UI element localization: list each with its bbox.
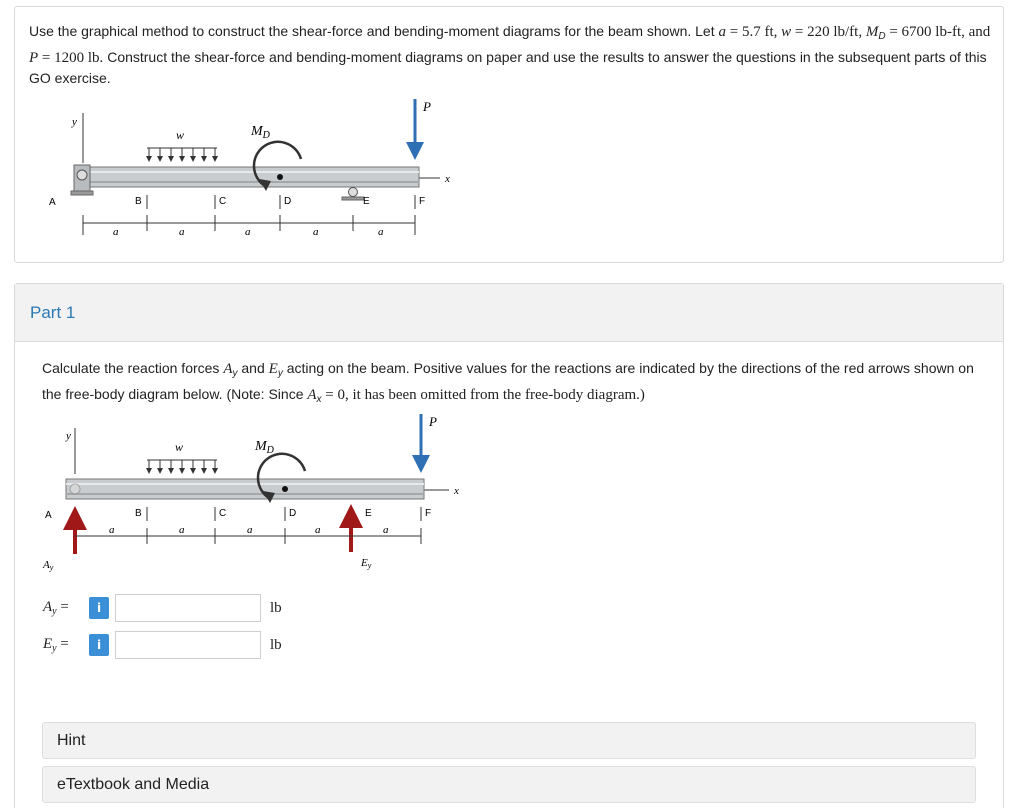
- ey-unit: lb: [270, 636, 282, 653]
- reaction-ey-label: Ey: [361, 557, 372, 570]
- fbd-x-label: x: [454, 485, 459, 497]
- beam: [75, 167, 419, 187]
- ay-input[interactable]: [115, 594, 261, 622]
- fbd-point-c: C: [219, 508, 227, 519]
- moment-point: [277, 174, 283, 180]
- var-md: M: [865, 24, 879, 40]
- fbd-seg-ab: a: [109, 524, 115, 536]
- pin-support-a: [71, 165, 93, 195]
- fbd-p-label: P: [429, 414, 437, 429]
- problem-intro: Use the graphical method to construct the shear-force and bending-moment diagrams for the beam shown. Let: [29, 23, 719, 39]
- segment-de-label: a: [313, 226, 319, 238]
- info-button-ay[interactable]: i: [89, 597, 109, 619]
- fbd-y-label: y: [66, 430, 71, 442]
- fbd-distributed-load: [147, 460, 217, 473]
- moment-md-label: $M_D$: [251, 124, 270, 141]
- point-c-label: C: [219, 196, 227, 207]
- point-d-label: D: [284, 196, 292, 207]
- info-button-ey[interactable]: i: [89, 634, 109, 656]
- problem-instructions: Construct the shear-force and bending-moment diagrams on paper and use the results to answer the questions in the subsequent parts of this GO exercise.: [29, 49, 987, 86]
- etextbook-accordion[interactable]: [42, 766, 976, 803]
- etextbook-label: eTextbook and Media: [57, 775, 210, 793]
- answer-row-ey: [43, 631, 282, 659]
- value-p: = 1200 lb.: [38, 50, 104, 66]
- part-1-title: Part 1: [30, 302, 76, 322]
- hint-accordion[interactable]: [42, 722, 976, 759]
- y-axis-label: y: [72, 116, 77, 128]
- segment-cd-label: a: [245, 226, 251, 238]
- value-md: = 6700 lb-ft, and: [885, 24, 991, 40]
- value-a: = 5.7 ft,: [726, 24, 782, 40]
- part-1-header: [15, 284, 1003, 342]
- part-1-card: [14, 283, 1004, 808]
- fbd-point-e: E: [365, 508, 372, 519]
- segment-bc-label: a: [179, 226, 185, 238]
- fbd-point-b: B: [135, 508, 142, 519]
- x-axis-label: x: [445, 173, 450, 185]
- part-1-question: Calculate the reaction forces $A_y$ and $E_y$ acting on the beam. Positive values for the reactions are indicated by the directions of the red arrows shown on the free-body diagram below. (Note: Since $A_x = 0$, it has been omitted from the free-body diagram.): [42, 360, 974, 405]
- hint-label: Hint: [57, 731, 86, 749]
- var-md-sub: D: [878, 31, 886, 42]
- distributed-load-w: [147, 148, 217, 161]
- problem-statement: [29, 21, 994, 88]
- free-body-diagram: [29, 406, 469, 578]
- point-b-label: B: [135, 196, 142, 207]
- fbd-point-d: D: [289, 508, 297, 519]
- fbd-seg-ef: a: [383, 524, 389, 536]
- fbd-w-label: w: [175, 440, 184, 454]
- answer-ay-label: $A_y$ =: [43, 599, 69, 617]
- fbd-seg-de: a: [315, 524, 321, 536]
- point-a-label: A: [49, 197, 56, 208]
- load-p-label: P: [423, 99, 431, 114]
- ey-input[interactable]: [115, 631, 261, 659]
- fbd-point-a: A: [45, 510, 52, 521]
- point-f-label: F: [419, 196, 426, 207]
- beam-diagram: [35, 91, 455, 251]
- var-a: a: [718, 24, 726, 40]
- fbd-seg-cd: a: [247, 524, 253, 536]
- fbd-seg-bc: a: [179, 524, 185, 536]
- load-w-label: w: [176, 128, 185, 142]
- answer-ey-label: $E_y$ =: [43, 636, 69, 654]
- var-p: P: [29, 50, 39, 66]
- fbd-beam: [66, 479, 424, 499]
- answer-row-ay: [43, 594, 282, 622]
- fbd-md-label: $M_D$: [255, 439, 274, 456]
- fbd-point-f: F: [425, 508, 432, 519]
- reaction-ay-label: Ay: [43, 559, 54, 572]
- roller-support-e: [342, 188, 364, 201]
- var-w: w: [781, 24, 792, 40]
- problem-card: [14, 6, 1004, 263]
- segment-ab-label: a: [113, 226, 119, 238]
- segment-ef-label: a: [378, 226, 384, 238]
- value-w: = 220 lb/ft,: [791, 24, 866, 40]
- ay-unit: lb: [270, 599, 282, 616]
- point-e-label: E: [363, 196, 370, 207]
